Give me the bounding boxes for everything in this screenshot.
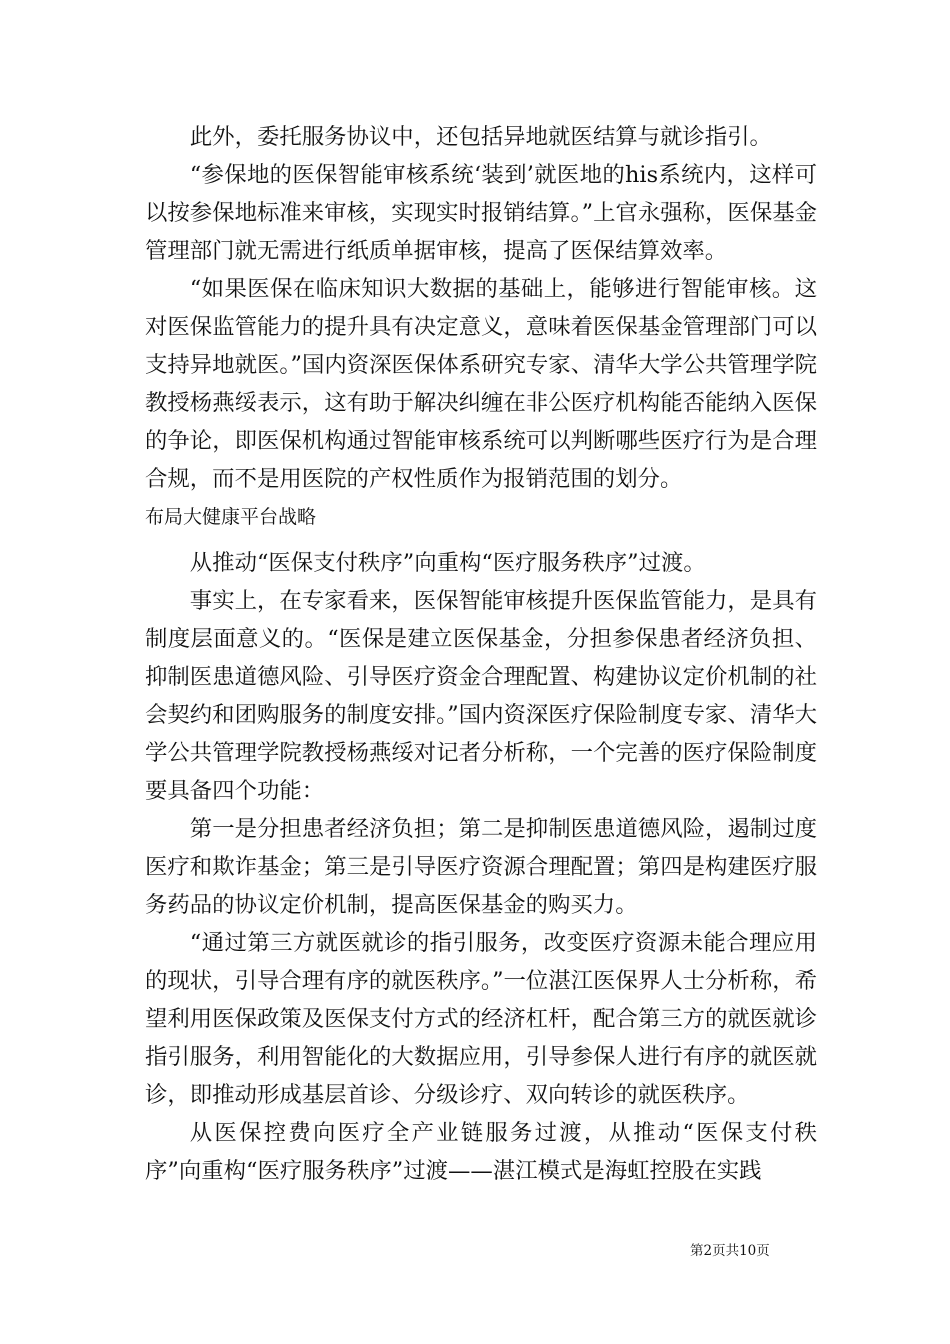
- paragraph-7: “通过第三方就医就诊的指引服务，改变医疗资源未能合理应用的现状，引导合理有序的就医秩序。”一位湛江医保界人士分析称，希望利用医保政策及医保支付方式的经济杠杆，配合第三方的就医就诊指引服务，利用智能化的大数据应用，引导参保人进行有序的就医就诊，即推动形成基层首诊、分级诊疗、双向转诊的就医秩序。: [145, 930, 817, 1108]
- paragraph-3: “如果医保在临床知识大数据的基础上，能够进行智能审核。这对医保监管能力的提升具有决定意义，意味着医保基金管理部门可以支持异地就医。”国内资深医保体系研究专家、清华大学公共管理学院教授杨燕绥表示，这有助于解决纠缠在非公医疗机构能否能纳入医保的争论，即医保机构通过智能审核系统可以判断哪些医疗行为是合理合规，而不是用医院的产权性质作为报销范围的划分。: [145, 276, 817, 492]
- paragraph-6: 第一是分担患者经济负担；第二是抑制医患道德风险，遏制过度医疗和欺诈基金；第三是引导医疗资源合理配置；第四是构建医疗服务药品的协议定价机制，提高医保基金的购买力。: [145, 816, 817, 918]
- section-heading: 布局大健康平台战略: [145, 506, 317, 528]
- paragraph-8: 从医保控费向医疗全产业链服务过渡，从推动“医保支付秩序”向重构“医疗服务秩序”过渡——湛江模式是海虹控股在实践: [145, 1120, 817, 1184]
- paragraph-2: “参保地的医保智能审核系统‘装到’就医地的his系统内，这样可以按参保地标准来审核，实现实时报销结算。”上官永强称，医保基金管理部门就无需进行纸质单据审核，提高了医保结算效率。: [145, 162, 817, 264]
- paragraph-4: 从推动“医保支付秩序”向重构“医疗服务秩序”过渡。: [189, 550, 706, 576]
- paragraph-5: 事实上，在专家看来，医保智能审核提升医保监管能力，是具有制度层面意义的。“医保是建立医保基金，分担参保患者经济负担、抑制医患道德风险、引导医疗资金合理配置、构建协议定价机制的社会契约和团购服务的制度安排。”国内资深医疗保险制度专家、清华大学公共管理学院教授杨燕绥对记者分析称，一个完善的医疗保险制度要具备四个功能：: [145, 588, 817, 804]
- body-text: [145, 118, 817, 1190]
- page-number-footer: 第2页共10页: [690, 1243, 770, 1259]
- paragraph-1: 此外，委托服务协议中，还包括异地就医结算与就诊指引。: [189, 124, 772, 150]
